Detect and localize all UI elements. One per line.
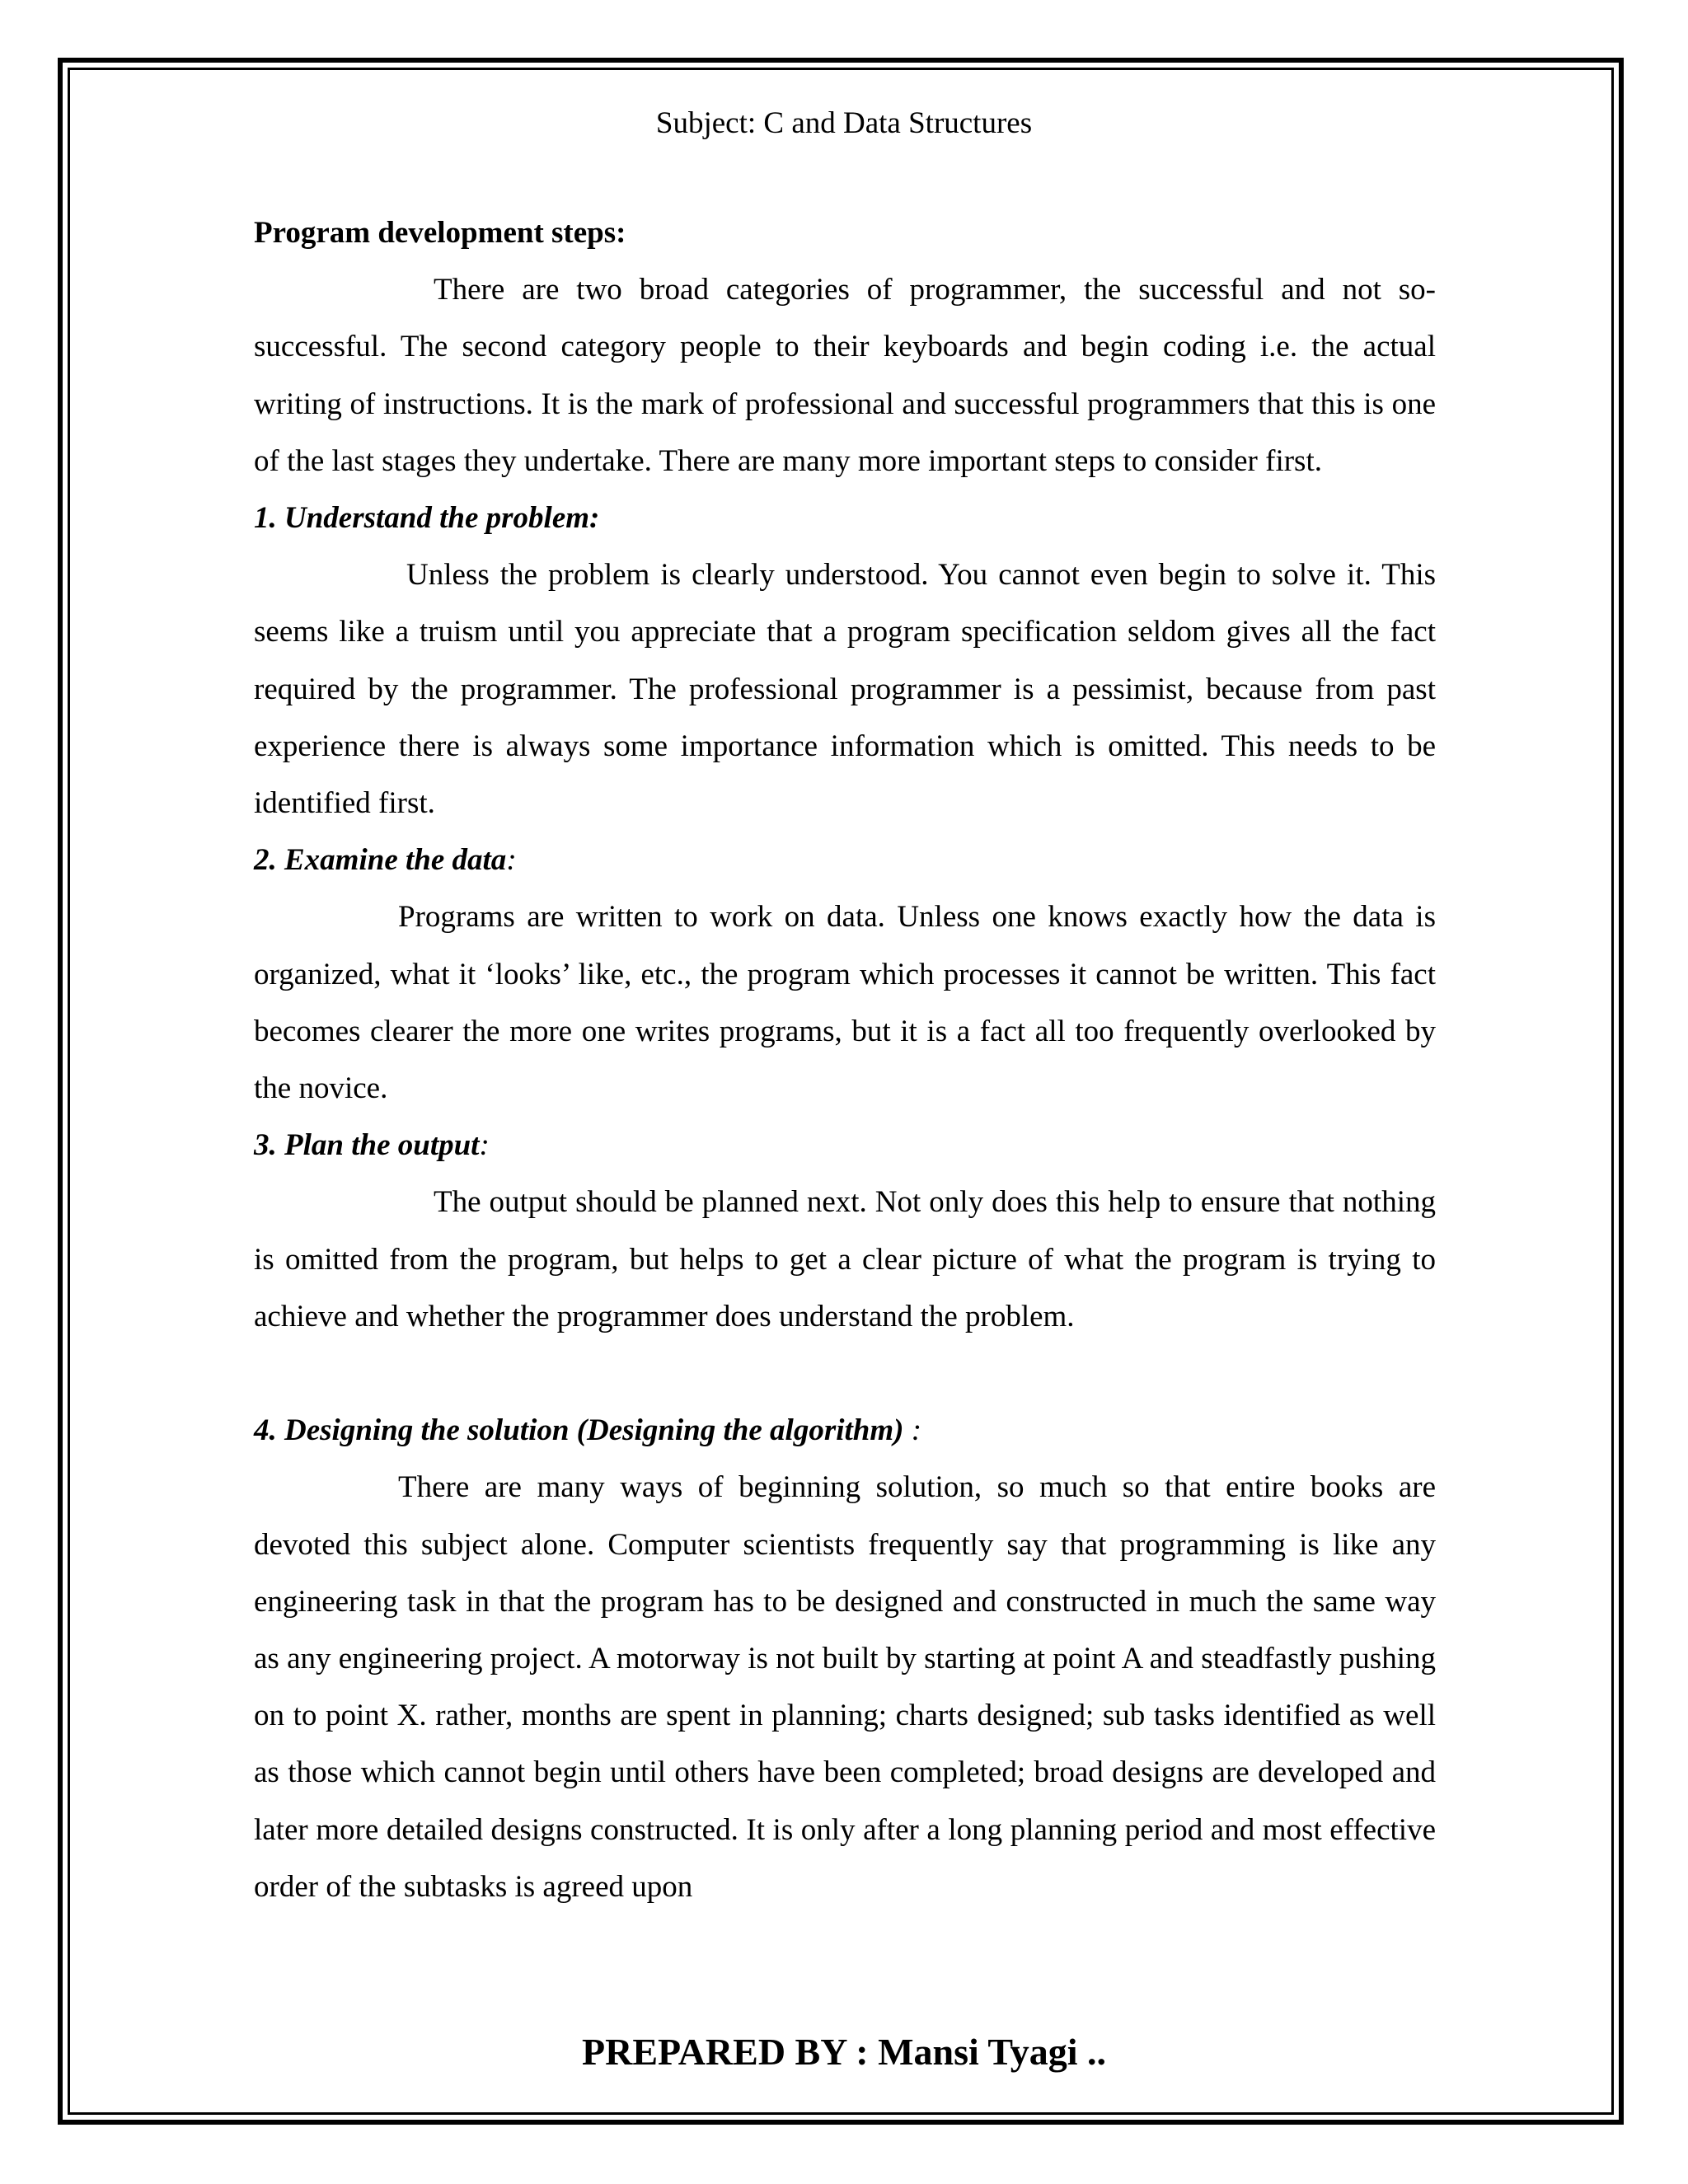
step-4-heading: 4. Designing the solution (Designing the algorithm) : — [254, 1413, 922, 1448]
intro-paragraph: There are two broad categories of programmer, the successful and not so-successful. The second category people to their keyboards and begin coding i.e. the actual writing of instructions. It is the mark of professional and successful programmers that this is one of the last stages they undertake. There are many more important steps to consider first. — [254, 273, 1436, 478]
paragraph-spacer — [254, 1345, 1436, 1402]
step-1-heading: 1. Understand the problem: — [254, 501, 600, 536]
step-3-paragraph: The output should be planned next. Not only does this help to ensure that nothing is omitted from the program, but helps to get a clear picture of what the program is trying to achieve and whether the programmer does understand the problem. — [254, 1185, 1436, 1333]
step-2-paragraph: Programs are written to work on data. Unless one knows exactly how the data is organized, what it ‘looks’ like, etc., the program which processes it cannot be written. This fact becomes clearer the more one writes programs, but it is a fact all too frequently overlooked by the novice. — [254, 900, 1436, 1106]
document-body — [254, 204, 1436, 1915]
step-1-paragraph: Unless the problem is clearly understood. You cannot even begin to solve it. This seems like a truism until you appreciate that a program specification seldom gives all the fact required by the programmer. The professional programmer is a pessimist, because from past experience there is always some importance information which is omitted. This needs to be identified first. — [254, 558, 1436, 821]
prepared-by-footer: PREPARED BY : Mansi Tyagi .. — [582, 2031, 1106, 2073]
subject-header: Subject: C and Data Structures — [655, 106, 1033, 140]
section-title: Program development steps: — [254, 216, 626, 250]
step-4-paragraph: There are many ways of beginning solution, so much so that entire books are devoted this subject alone. Computer scientists frequently say that programming is like any engineering task in that the program has to be designed and constructed in much the same way as any engineering project. A motorway is not built by starting at point A and steadfastly pushing on to point X. rather, months are spent in planning; charts designed; sub tasks identified as well as those which cannot begin until others have been completed; broad designs are developed and later more detailed designs constructed. It is only after a long planning period and most effective order of the subtasks is agreed upon — [254, 1470, 1436, 1904]
step-3-heading: 3. Plan the output: — [254, 1128, 490, 1163]
step-2-heading: 2. Examine the data: — [254, 843, 517, 878]
